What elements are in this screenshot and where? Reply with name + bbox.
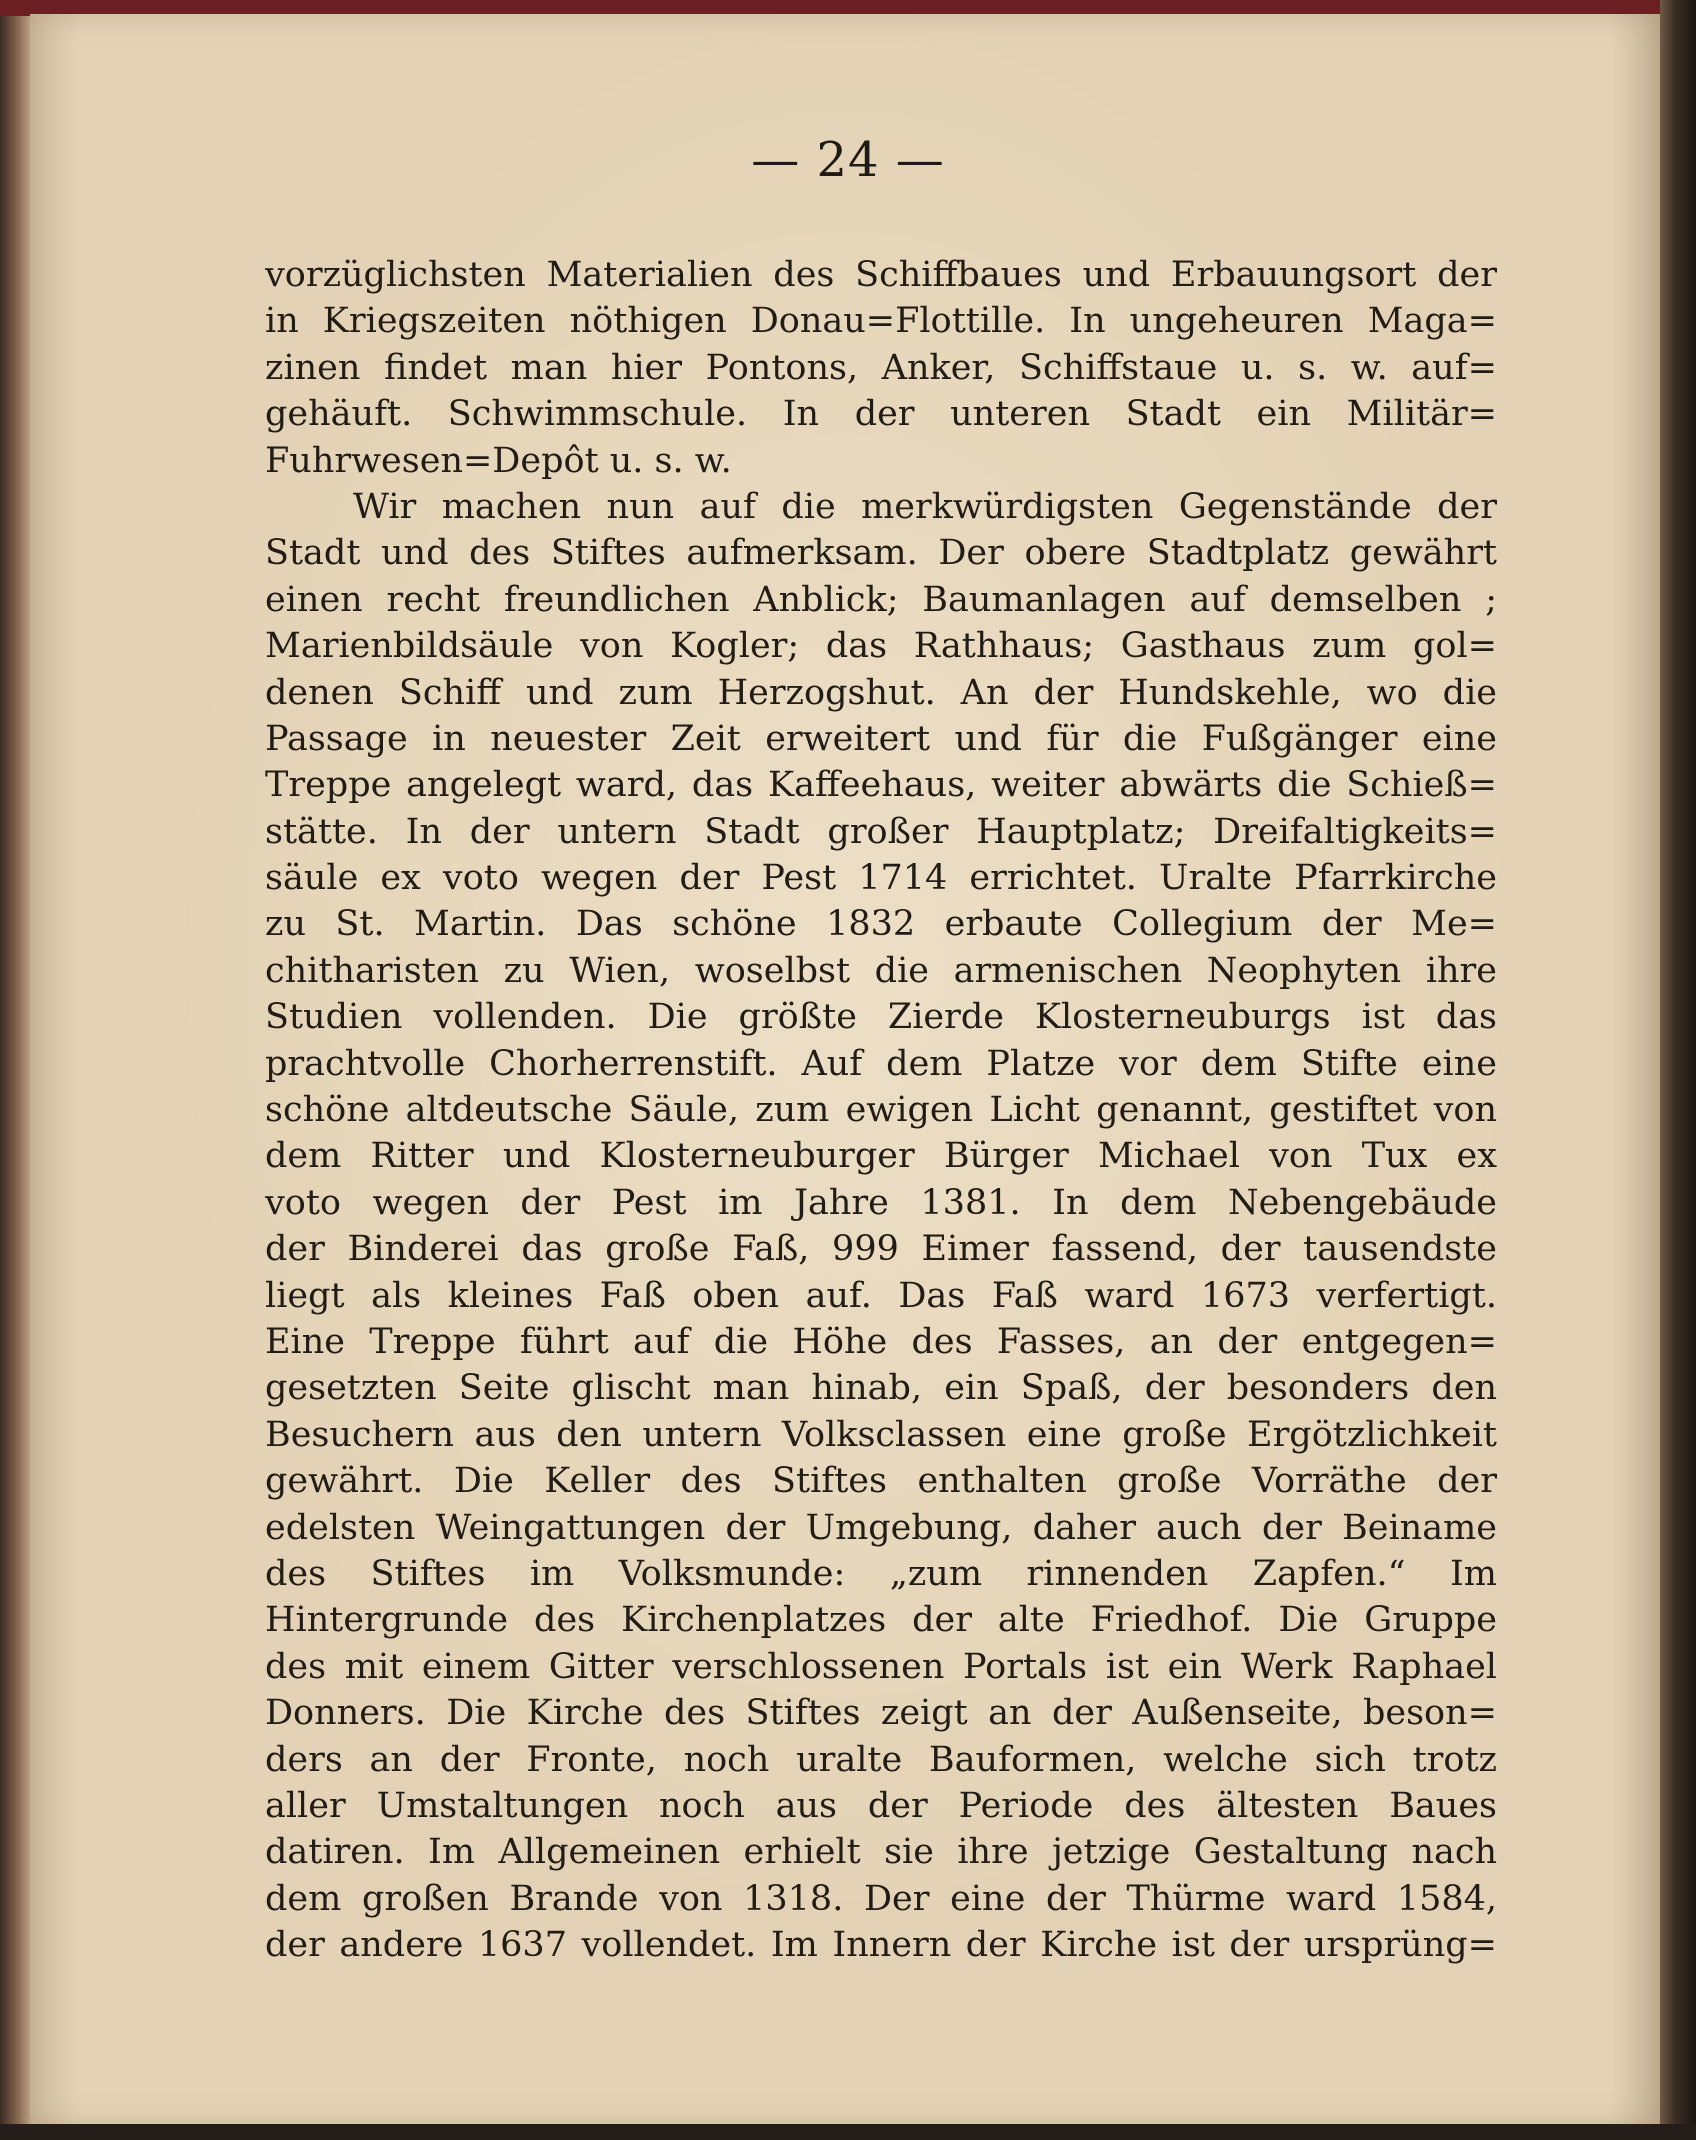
text-line: Treppe angelegt ward, das Kaffeehaus, weiter abwärts die Schieß= [265,765,1497,806]
text-line: dem Ritter und Klosterneuburger Bürger Michael von Tux ex [265,1136,1497,1177]
page-number: — 24 — [751,132,945,188]
page-edge-right [1660,0,1696,2140]
text-line: Marienbildsäule von Kogler; das Rathhaus; Gasthaus zum gol= [265,626,1497,667]
text-line: vorzüglichsten Materialien des Schiffbaues und Erbauungsort der [265,255,1497,295]
text-line: gewährt. Die Keller des Stiftes enthalten große Vorräthe der [265,1461,1497,1502]
book-spine [0,0,34,2140]
text-line: Stadt und des Stiftes aufmerksam. Der obere Stadtplatz gewährt [265,533,1497,574]
text-line: in Kriegszeiten nöthigen Donau=Flottille. In ungeheuren Maga= [265,301,1497,342]
text-line: Eine Treppe führt auf die Höhe des Fasses, an der entgegen= [265,1321,1497,1362]
body-text [265,252,1497,1968]
text-line: Wir machen nun auf die merkwürdigsten Gegenstände der [353,486,1497,527]
text-line: Passage in neuester Zeit erweitert und für die Fußgänger eine [265,718,1497,759]
text-line: schöne altdeutsche Säule, zum ewigen Licht genannt, gestiftet von [265,1090,1497,1131]
text-line: des Stiftes im Volksmunde: „zum rinnenden Zapfen.“ Im [265,1553,1497,1594]
text-line: aller Umstaltungen noch aus der Periode des ältesten Baues [265,1785,1497,1826]
text-line: Hintergrunde des Kirchenplatzes der alte Friedhof. Die Gruppe [265,1600,1497,1641]
text-line: denen Schiff und zum Herzogshut. An der Hundskehle, wo die [265,672,1497,713]
text-line: Studien vollenden. Die größte Zierde Klosterneuburgs ist das [265,997,1497,1038]
page-edge-bottom [0,2124,1696,2140]
text-line: zinen findet man hier Pontons, Anker, Schiffstaue u. s. w. auf= [265,347,1497,388]
text-line: gesetzten Seite glischt man hinab, ein Spaß, der besonders den [265,1368,1497,1409]
text-line: der Binderei das große Faß, 999 Eimer fassend, der tausendste [265,1229,1497,1270]
text-line: stätte. In der untern Stadt großer Hauptplatz; Dreifaltigkeits= [265,811,1497,852]
text-line: chitharisten zu Wien, woselbst die armenischen Neophyten ihre [265,950,1497,991]
text-line: gehäuft. Schwimmschule. In der unteren Stadt ein Militär= [265,394,1497,435]
text-line: einen recht freundlichen Anblick; Baumanlagen auf demselben ; [265,579,1497,620]
text-line: liegt als kleines Faß oben auf. Das Faß ward 1673 verfertigt. [265,1275,1497,1316]
text-line: datiren. Im Allgemeinen erhielt sie ihre jetzige Gestaltung nach [265,1832,1497,1873]
text-line: ders an der Fronte, noch uralte Bauformen, welche sich trotz [265,1739,1497,1780]
text-line: Donners. Die Kirche des Stiftes zeigt an der Außenseite, beson= [265,1693,1497,1734]
text-line: der andere 1637 vollendet. Im Innern der Kirche ist der ursprüng= [265,1925,1497,1966]
text-line: Besuchern aus den untern Volksclassen eine große Ergötzlichkeit [265,1414,1497,1455]
text-line: säule ex voto wegen der Pest 1714 errichtet. Uralte Pfarrkirche [265,858,1497,899]
text-line: prachtvolle Chorherrenstift. Auf dem Platze vor dem Stifte eine [265,1043,1497,1084]
text-line: Fuhrwesen=Depôt u. s. w. [265,440,732,481]
text-line: voto wegen der Pest im Jahre 1381. In dem Nebengebäude [265,1182,1497,1223]
text-line: edelsten Weingattungen der Umgebung, daher auch der Beiname [265,1507,1497,1548]
text-line: dem großen Brande von 1318. Der eine der Thürme ward 1584, [265,1878,1497,1919]
text-line: zu St. Martin. Das schöne 1832 erbaute Collegium der Me= [265,904,1497,945]
text-line: des mit einem Gitter verschlossenen Portals ist ein Werk Raphael [265,1646,1497,1687]
